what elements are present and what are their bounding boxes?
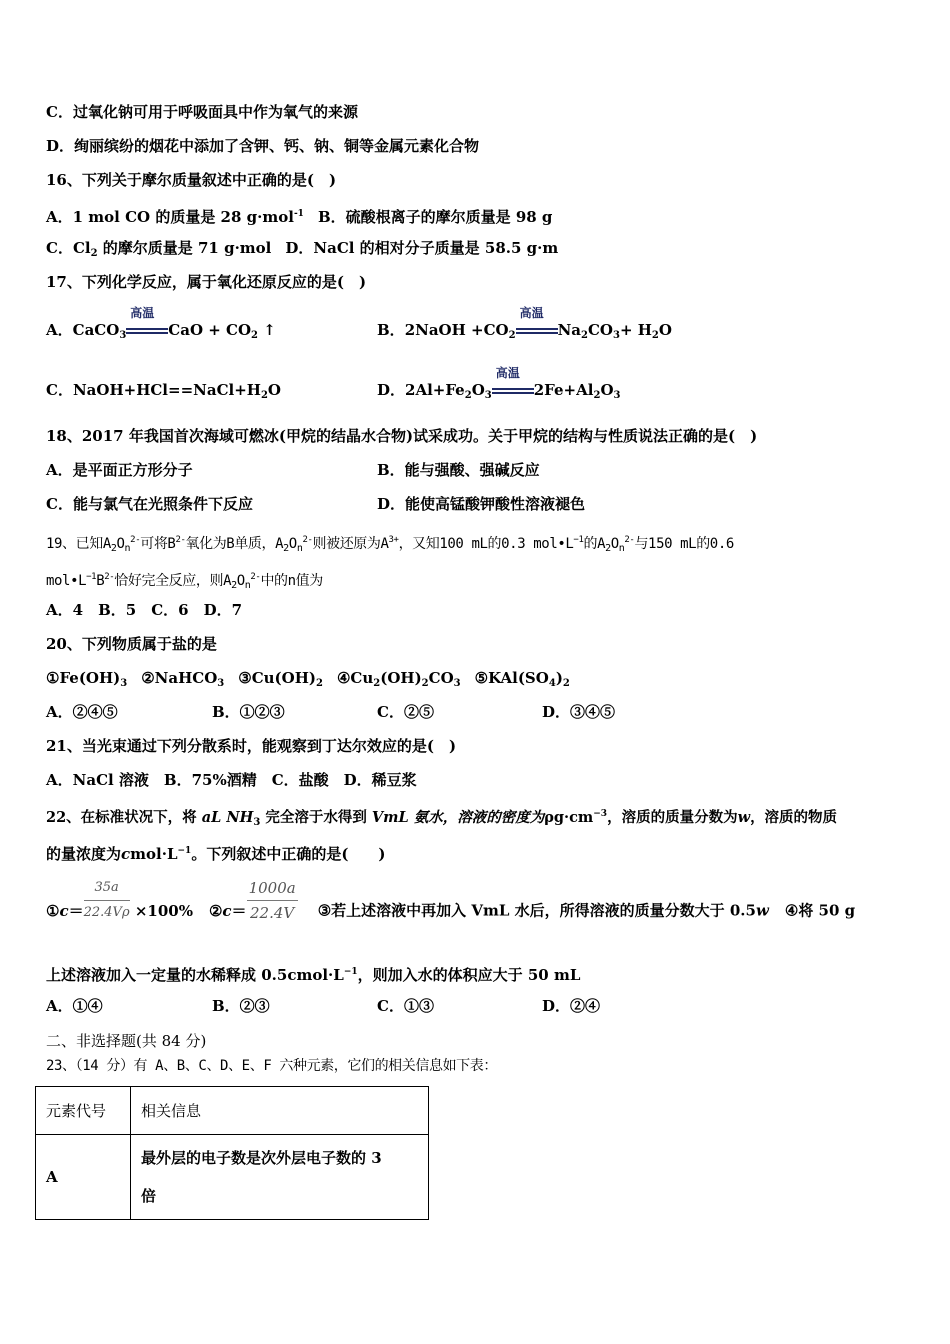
- q16-option-c: C．$Cl_2$ 的摩尔质量是 71 g·mol: [46, 239, 272, 259]
- q22-statement-4: ④将 50 g: [784, 901, 856, 920]
- q21-stem: 21、当光束通过下列分散系时，能观察到丁达尔效应的是( ): [46, 737, 457, 755]
- table-header-info: 相关信息: [131, 1087, 429, 1135]
- q17-option-c: C．$NaOH+HCl==NaCl+H_2O$: [46, 381, 281, 401]
- table-cell-info: 最外层的电子数是次外层电子数的 3 倍: [131, 1135, 429, 1220]
- q17-option-b: B．2NaOH $+CO_2$ 高温 $Na_2CO_3+ H_2O$: [377, 306, 672, 341]
- table-header-row: [36, 1087, 429, 1135]
- q20-option-c: C．②⑤: [377, 703, 434, 721]
- q22-formulas: [46, 879, 856, 925]
- q16-option-d: D．NaCl 的相对分子质量是 58.5 g·m: [285, 239, 559, 257]
- q16-options-ab: A．1 mol CO 的质量是 28 g·mol$^{-1}$ B．硫酸根离子的摩尔质量是 98 g: [46, 208, 553, 226]
- section-heading: 二、非选择题(共 84 分): [46, 1032, 207, 1050]
- q20-stem: 20、下列物质属于盐的是: [46, 635, 217, 653]
- q20-option-b: B．①②③: [212, 703, 285, 721]
- q22-option-b: B．②③: [212, 997, 270, 1015]
- q22-option-c: C．①③: [377, 997, 434, 1015]
- q23-stem: 23、（14 分）有 A、B、C、D、E、F 六种元素，它们的相关信息如下表：: [46, 1058, 497, 1074]
- q19-options: A．4 B．5 C．6 D．7: [46, 601, 243, 619]
- q16-stem: 16、下列关于摩尔质量叙述中正确的是( ): [46, 171, 337, 189]
- q18-option-b: B．能与强酸、强碱反应: [377, 461, 540, 479]
- q22-option-d: D．②④: [542, 997, 601, 1015]
- q15-option-d: D．绚丽缤纷的烟花中添加了含钾、钙、钠、铜等金属元素化合物: [46, 137, 480, 155]
- q15-option-c: C．过氧化钠可用于呼吸面具中作为氧气的来源: [46, 103, 358, 121]
- q22-stem-line1: 22、在标准状况下，将 aL $NH_3$ 完全溶于水得到 VmL 氨水，溶液的密度为$\rho g\cdot cm^{-3}$，溶质的质量分数为w，溶质的物质: [46, 809, 838, 828]
- q16-option-a: A．1 mol CO 的质量是 28 g·mol: [46, 208, 294, 226]
- q17-stem: 17、下列化学反应，属于氧化还原反应的是( ): [46, 273, 367, 291]
- element-info-table: [35, 1086, 429, 1220]
- q18-stem: 18、2017 年我国首次海域可燃冰(甲烷的结晶水合物)试采成功。关于甲烷的结构与性质说法正确的是( ): [46, 427, 758, 445]
- q16-options-cd: [46, 238, 558, 264]
- q17-option-d: D．$2Al+Fe_2O_3$ 高温 $2Fe+Al_2O_3$: [377, 366, 621, 401]
- q19-stem-line1: 19、已知$A_2O_n^{2-}$可将$B^{2-}$氧化为B单质，$A_2O_n^{2-}$则被还原为$A^{3+}$，又知100 mL的0.3 $mol•L^{-1}$的$A_2O_n^{2-}$与150 mL的0.6: [46, 535, 734, 554]
- table-cell-code: A: [36, 1135, 131, 1220]
- q21-options: A．NaCl 溶液 B．75%酒精 C．盐酸 D．稀豆浆: [46, 771, 417, 789]
- q20-items: $①Fe(OH)_3$ ②NaHCO$_3$ $③Cu(OH)_2$ $④Cu_2(OH)_2CO_3$ $⑤KAl(SO_4)_2$: [46, 669, 570, 689]
- reaction-arrow-d: 高温: [492, 381, 534, 401]
- q18-option-a: A．是平面正方形分子: [46, 461, 193, 479]
- reaction-arrow-b: 高温: [516, 321, 558, 341]
- q20-option-a: A．②④⑤: [46, 703, 118, 721]
- table-row: [36, 1135, 429, 1220]
- q22-formula-1: ①c＝ $\frac{35a}{22.4V\rho}$ ×100%: [46, 902, 193, 920]
- q18-option-c: C．能与氯气在光照条件下反应: [46, 495, 253, 513]
- table-header-code: 元素代号: [36, 1087, 131, 1135]
- q22-statement-3: ③若上述溶液中再加入 VmL 水后，所得溶液的质量分数大于 0.5w: [317, 901, 769, 920]
- q17-option-a: A．CaCO$_3$ 高温 CaO + $CO_2$ ↑: [46, 306, 276, 341]
- q22-option-a: A．①④: [46, 997, 103, 1015]
- q22-stem-line4: 上述溶液加入一定量的水稀释成 $0.5cmol\cdot L^{-1}$，则加入水的体积应大于 50 mL: [46, 966, 581, 984]
- q22-stem-line2: 的量浓度为$cmol\cdot L^{-1}$。下列叙述中正确的是( ): [46, 845, 386, 863]
- q16-option-b: B．硫酸根离子的摩尔质量是 98 g: [317, 208, 553, 226]
- q22-formula-2: ②c＝ $\frac{1000a}{22.4V}$: [209, 902, 298, 920]
- q19-stem-line2: $mol•L^{-1}B^{2-}$恰好完全反应，则$A_2O_n^{2-}$中的n值为: [46, 572, 323, 591]
- q18-option-d: D．能使高锰酸钾酸性溶液褪色: [377, 495, 586, 513]
- reaction-arrow-a: 高温: [126, 321, 168, 341]
- q20-option-d: D．③④⑤: [542, 703, 616, 721]
